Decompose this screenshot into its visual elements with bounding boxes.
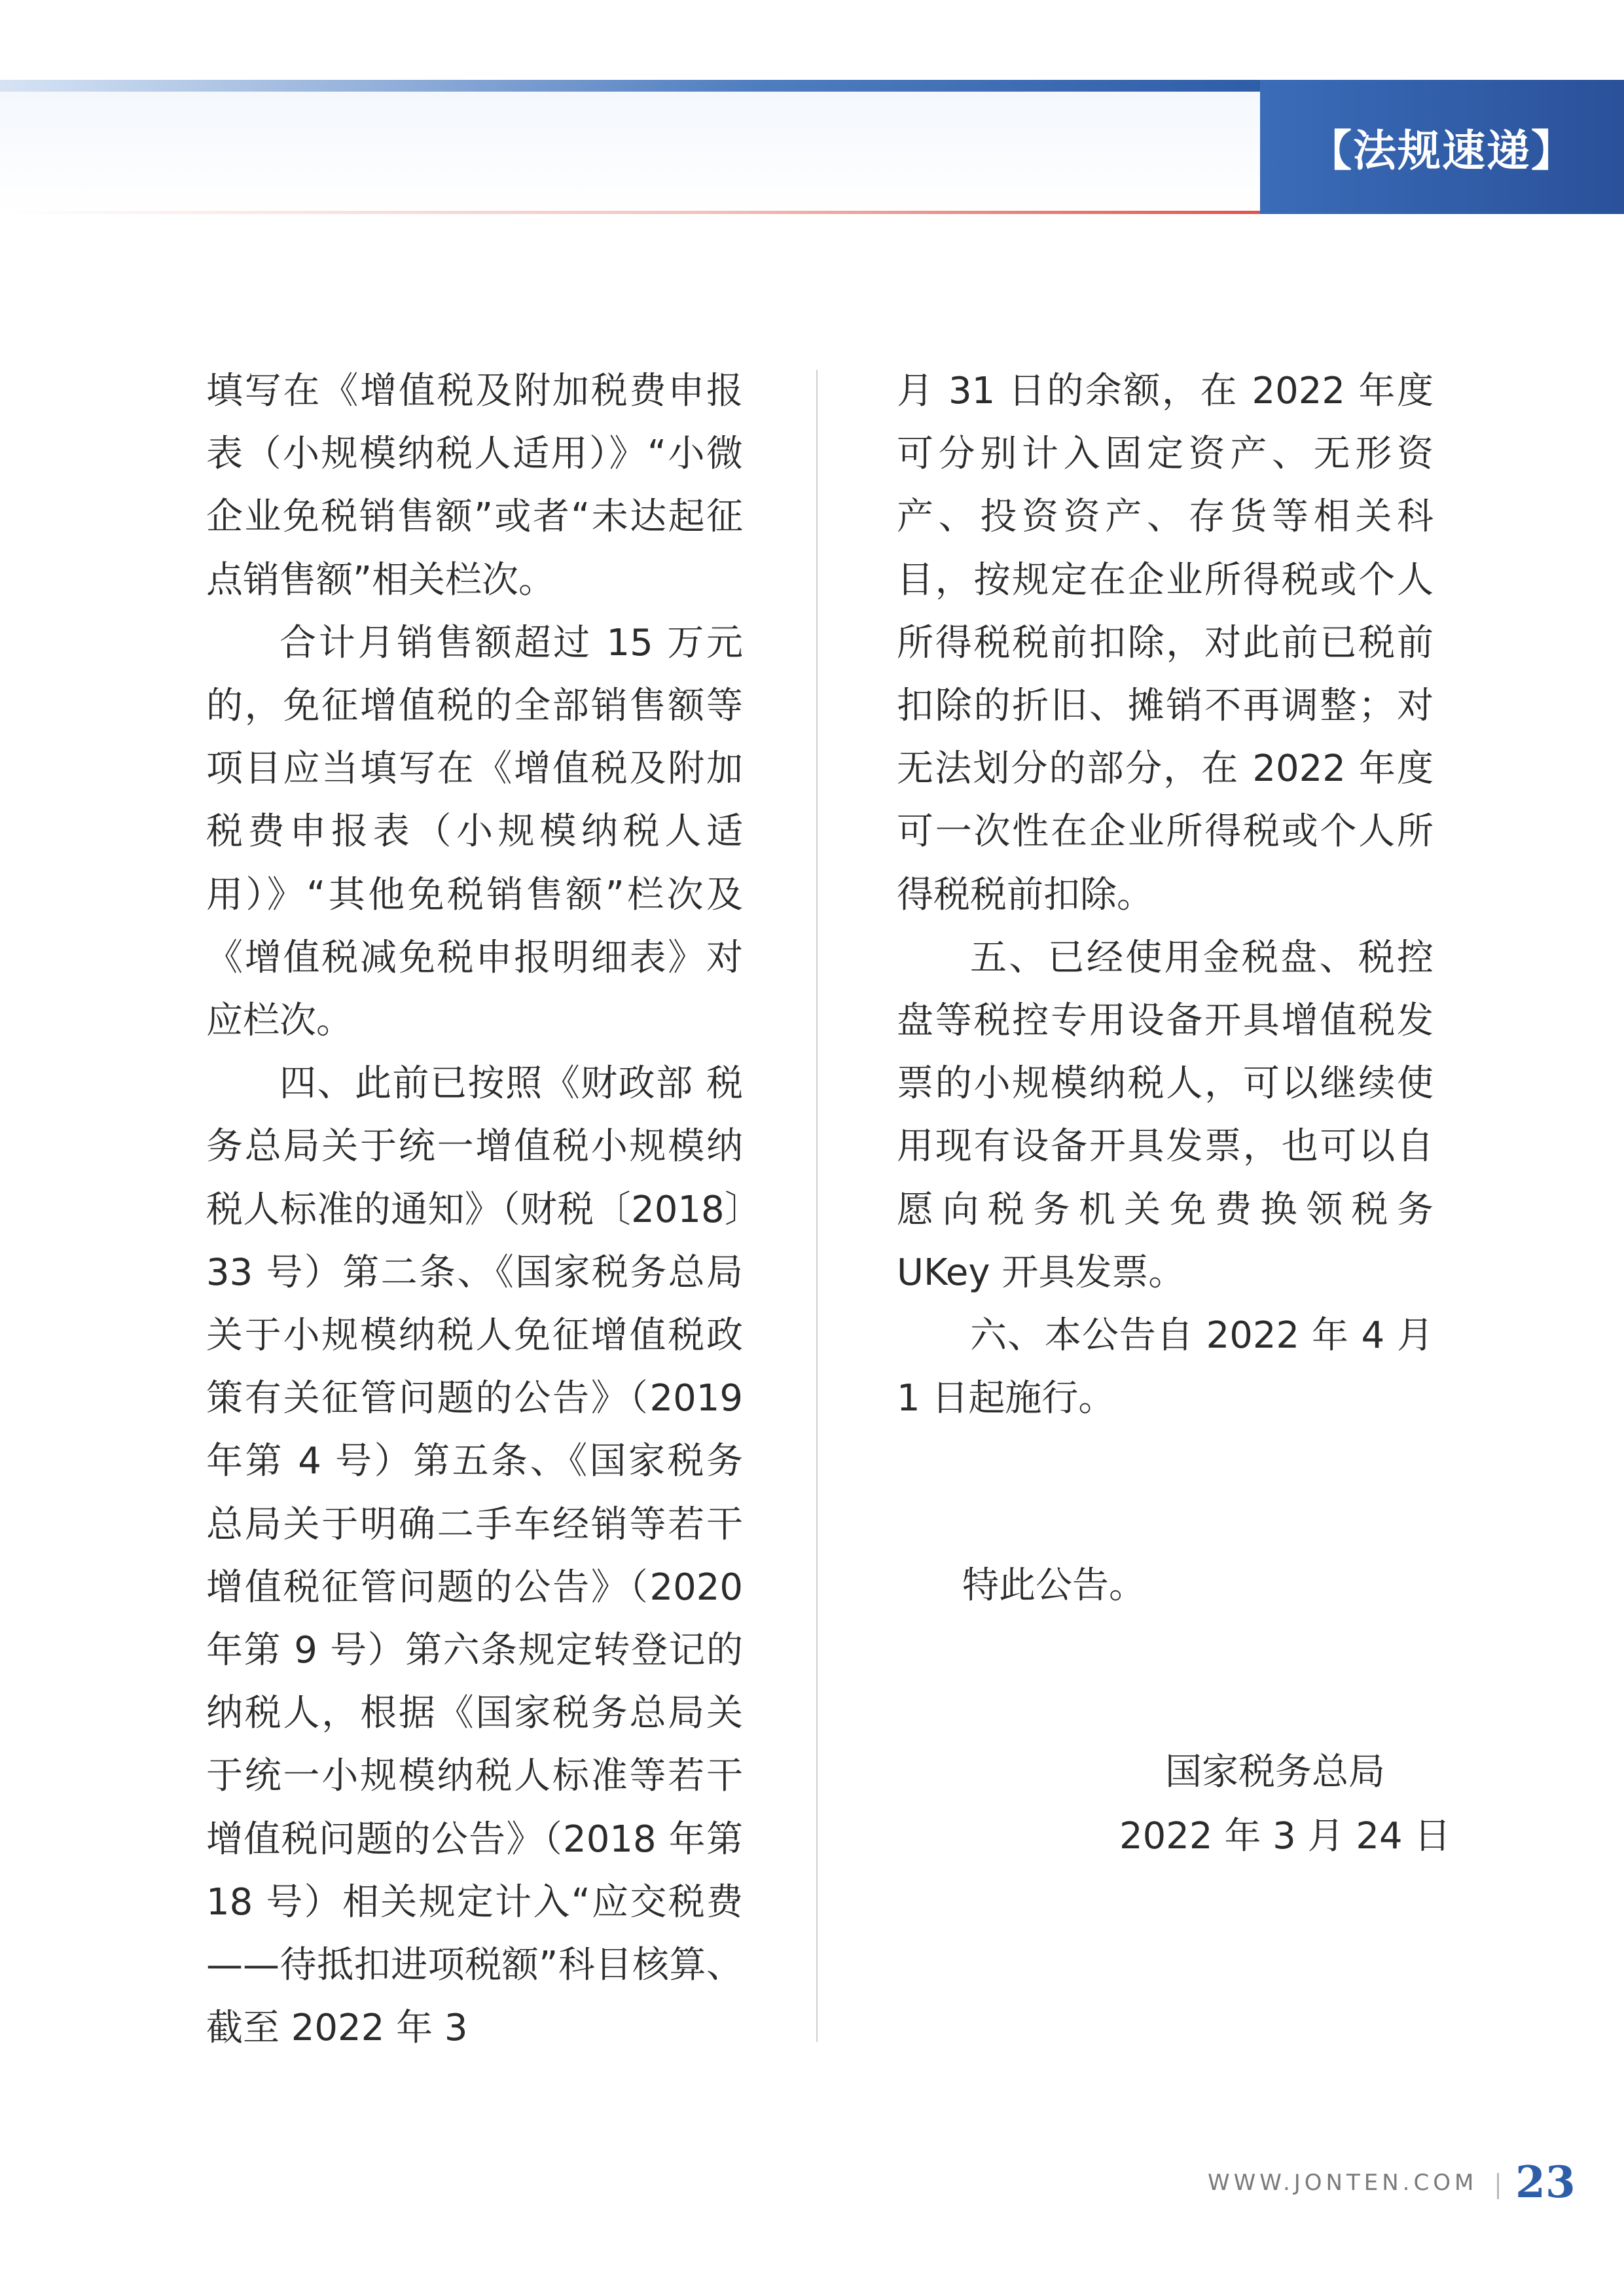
paragraph-continued-filing: 填写在《增值税及附加税费申报表（小规模纳税人适用）》“小微企业免税销售额”或者“未达起征点销售额”相关栏次。	[206, 370, 743, 601]
left-column	[206, 360, 743, 2060]
right-column	[897, 360, 1434, 1430]
header-top-rule	[0, 80, 1260, 92]
paragraph-article-four-continued: 月 31 日的余额，在 2022 年度可分别计入固定资产、无形资产、投资资产、存货等相关科目，按规定在企业所得税或个人所得税税前扣除，对此前已税前扣除的折旧、摊销不再调整；对无法划分的部分，在 2022 年度可一次性在企业所得税或个人所得税税前扣除。	[897, 370, 1434, 916]
header-bottom-rule	[0, 211, 1260, 214]
paragraph-article-four: 四、此前已按照《财政部 税务总局关于统一增值税小规模纳税人标准的通知》（财税〔2018〕33 号）第二条、《国家税务总局关于小规模纳税人免征增值税政策有关征管问题的公告》（2019 年第 4 号）第五条、《国家税务总局关于明确二手车经销等若干增值税征管问题的公告》（2020 年第 9 号）第六条规定转登记的纳税人，根据《国家税务总局关于统一小规模纳税人标准等若干增值税问题的公告》（2018 年第 18 号）相关规定计入“应交税费——待抵扣进项税额”科目核算、截至 2022 年 3	[206, 1062, 743, 2050]
page-number: 23	[1515, 2157, 1576, 2208]
section-label: 【法规速递】	[1260, 80, 1624, 214]
footer-separator	[1497, 2173, 1499, 2199]
paragraph-article-six: 六、本公告自 2022 年 4 月 1 日起施行。	[897, 1314, 1434, 1420]
footer-website: WWW.JONTEN.COM	[1208, 2170, 1478, 2196]
issue-date: 2022 年 3 月 24 日	[1119, 1815, 1451, 1857]
closing-statement: 特此公告。	[962, 1564, 1146, 1607]
issuing-organization: 国家税务总局	[1165, 1751, 1385, 1793]
paragraph-over-150k: 合计月销售额超过 15 万元的，免征增值税的全部销售额等项目应当填写在《增值税及附加税费申报表（小规模纳税人适用）》“其他免税销售额”栏次及《增值税减免税申报明细表》对应栏次。	[206, 621, 743, 1043]
paragraph-article-five: 五、已经使用金税盘、税控盘等税控专用设备开具增值税发票的小规模纳税人，可以继续使用现有设备开具发票，也可以自愿向税务机关免费换领税务 UKey 开具发票。	[897, 936, 1434, 1294]
column-divider	[816, 370, 818, 2042]
